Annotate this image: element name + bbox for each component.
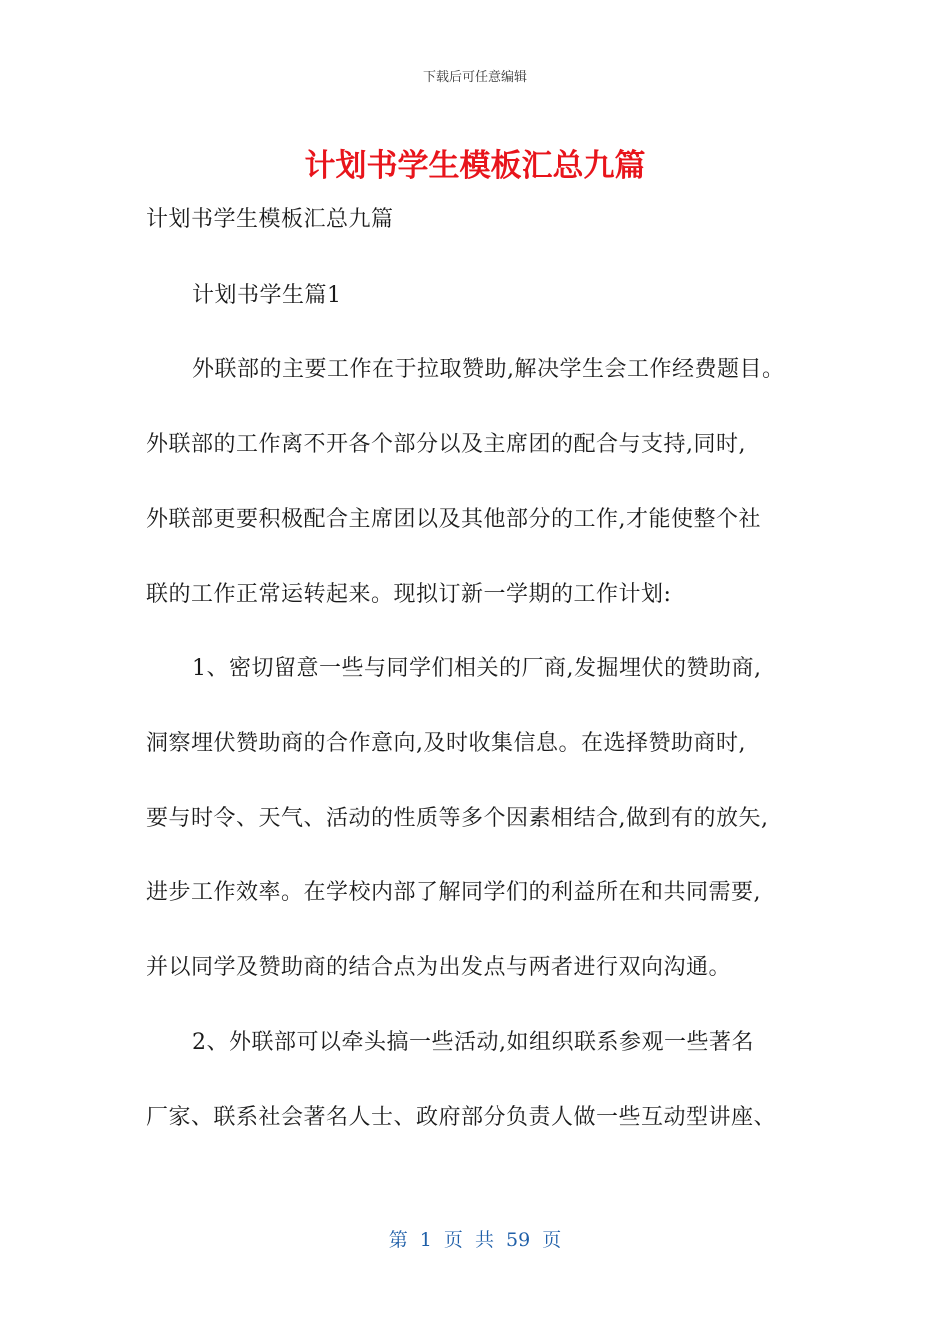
paragraph-line: 2、外联部可以牵头搞一些活动,如组织联系参观一些著名 — [192, 1030, 754, 1055]
paragraph-line: 外联部的工作离不开各个部分以及主席团的配合与支持,同时, — [146, 432, 746, 457]
paragraph-line: 洞察埋伏赞助商的合作意向,及时收集信息。在选择赞助商时, — [146, 731, 746, 756]
paragraph-line: 要与时令、天气、活动的性质等多个因素相结合,做到有的放矢, — [146, 806, 769, 831]
subtitle-line: 计划书学生模板汇总九篇 — [146, 207, 394, 232]
paragraph-line: 外联部更要积极配合主席团以及其他部分的工作,才能使整个社 — [146, 507, 761, 532]
page-indicator: 第 1 页 共 59 页 — [388, 1229, 562, 1251]
document-title: 计划书学生模板汇总九篇 — [304, 148, 646, 184]
header-note: 下载后可任意编辑 — [422, 70, 527, 85]
paragraph-line: 联的工作正常运转起来。现拟订新一学期的工作计划: — [146, 582, 672, 607]
paragraph-line: 厂家、联系社会著名人士、政府部分负责人做一些互动型讲座、 — [146, 1105, 777, 1130]
paragraph-line: 并以同学及赞助商的结合点为出发点与两者进行双向沟通。 — [146, 955, 732, 980]
paragraph-line: 外联部的主要工作在于拉取赞助,解决学生会工作经费题目。 — [192, 357, 785, 382]
paragraph-line: 进步工作效率。在学校内部了解同学们的利益所在和共同需要, — [146, 880, 761, 905]
section-heading: 计划书学生篇1 — [192, 283, 342, 308]
paragraph-line: 1、密切留意一些与同学们相关的厂商,发掘埋伏的赞助商, — [192, 656, 762, 681]
